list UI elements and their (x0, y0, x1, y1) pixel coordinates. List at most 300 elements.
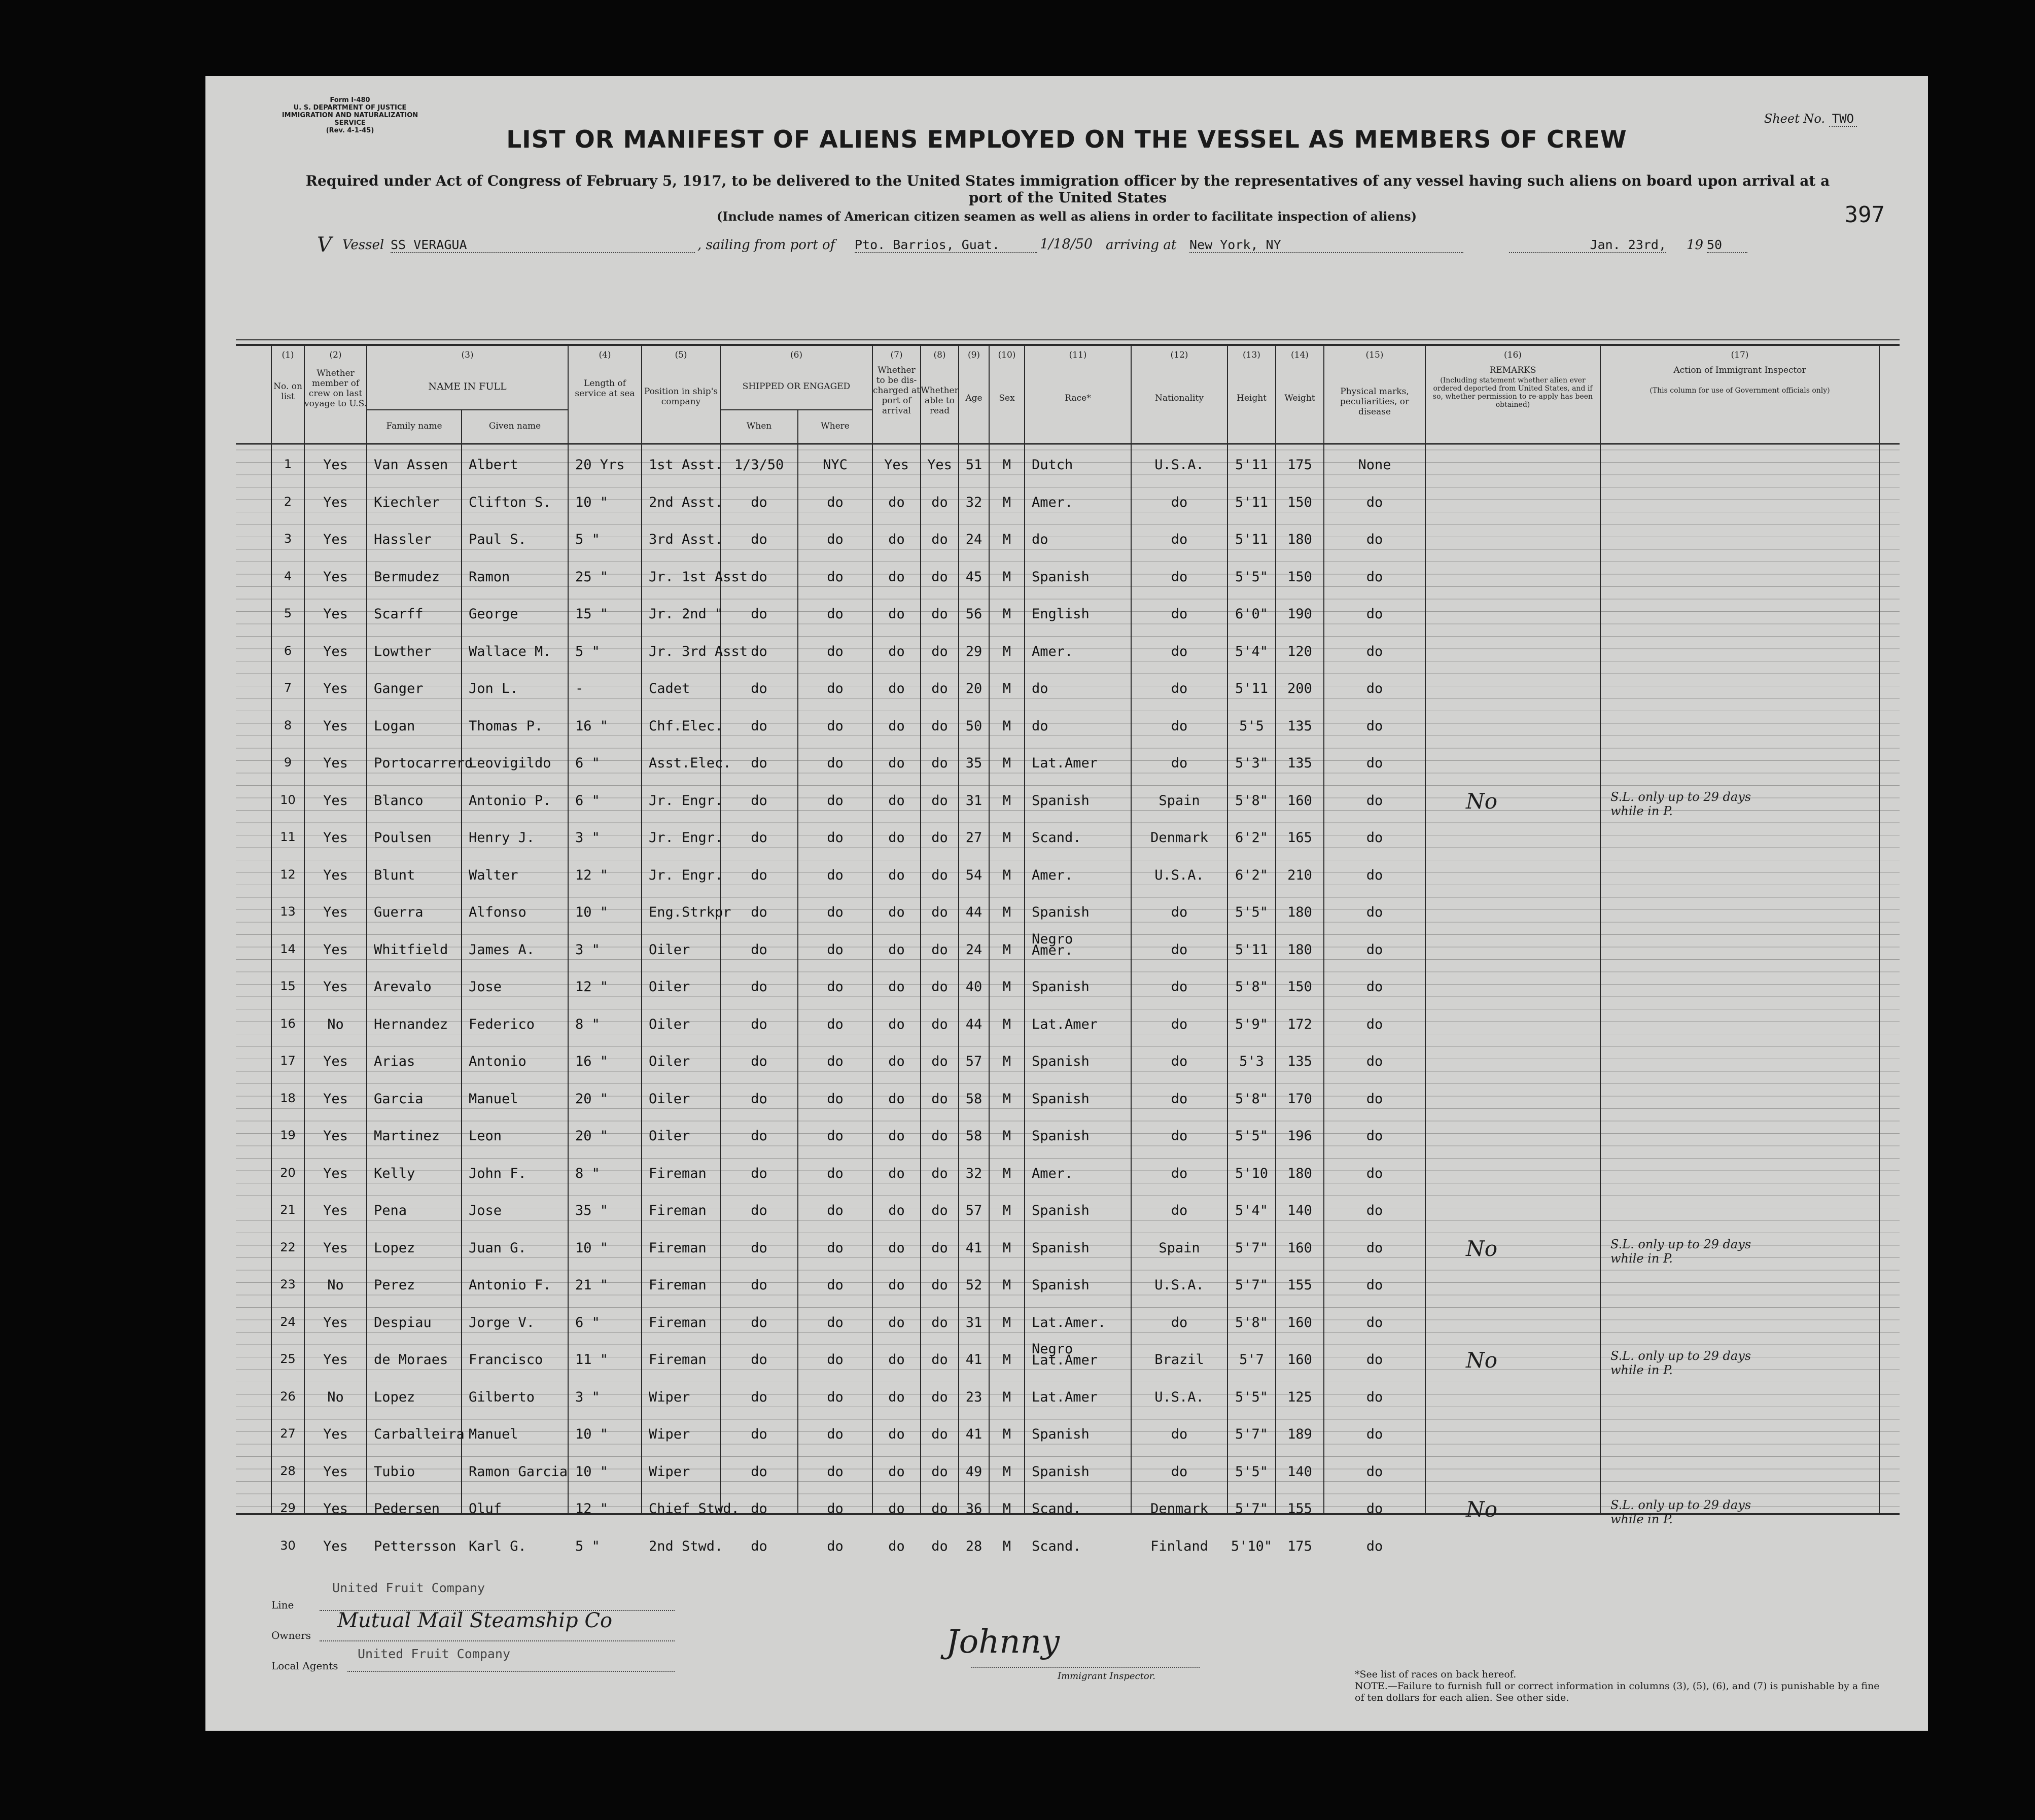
cell-read: do (931, 792, 948, 809)
include-note: (Include names of American citizen seamen as well as aliens in order to facilitate inspection of aliens) (716, 209, 1417, 224)
header-when: When (746, 421, 772, 431)
header-shipped-engaged: SHIPPED OR ENGAGED (742, 381, 851, 392)
cell-no: 6 (284, 643, 292, 658)
cell-position: Oiler (649, 1054, 690, 1069)
header-weight: Weight (1284, 393, 1315, 403)
cell-given: Ramon (469, 569, 510, 585)
cell-given: Antonio F. (469, 1277, 551, 1293)
cell-race: Lat.Amer. (1032, 1314, 1106, 1331)
cell-read: do (931, 941, 948, 958)
cell-age: 24 (965, 941, 983, 958)
inspector-signature: Johnny (946, 1623, 1060, 1661)
cell-read: do (931, 1501, 948, 1517)
cell-height: 5'8" (1235, 1091, 1269, 1107)
cell-discharged: do (888, 1128, 905, 1144)
cell-discharged: do (888, 1054, 905, 1069)
cell-race: Amer. (1032, 643, 1073, 659)
column-number: (5) (675, 350, 687, 360)
cell-physical: do (1366, 718, 1383, 734)
cell-given: Karl G. (469, 1538, 527, 1554)
cell-nationality: Spain (1159, 1240, 1200, 1256)
sheet-label: Sheet No. (1764, 112, 1825, 126)
header-age: Age (965, 393, 983, 403)
cell-where: do (827, 867, 844, 883)
cell-nationality: do (1171, 606, 1188, 622)
cell-sex: M (1002, 1501, 1011, 1517)
cell-height: 5'5" (1235, 1389, 1269, 1405)
header-position: Position in ship's company (644, 387, 718, 407)
penalty-note: NOTE.—Failure to furnish full or correct information in columns (3), (5), (6), and (7) is punishable by a fine of ten dollars for each alien. See other side. (1355, 1681, 1880, 1703)
footnotes (1355, 1669, 1887, 1704)
cell-given: Manuel (469, 1091, 518, 1107)
cell-discharged: do (888, 755, 905, 771)
cell-read: do (931, 1538, 948, 1554)
cell-weight: 180 (1287, 904, 1312, 920)
cell-position: Jr. Engr. (649, 792, 723, 809)
cell-read: do (931, 494, 948, 510)
cell-no: 26 (280, 1389, 296, 1404)
cell-given: Federico (469, 1016, 535, 1032)
cell-member: Yes (323, 1314, 348, 1331)
cell-age: 44 (965, 904, 983, 920)
cell-height: 5'7" (1235, 1240, 1269, 1256)
cell-no: 13 (280, 904, 296, 919)
cell-when: do (751, 1091, 767, 1107)
agents-rule (347, 1671, 675, 1672)
cell-weight: 210 (1287, 867, 1312, 883)
cell-service: 10 " (575, 1240, 609, 1256)
cell-family: Guerra (374, 904, 424, 920)
cell-where: do (827, 606, 844, 622)
cell-given: Gilberto (469, 1389, 535, 1405)
cell-physical: do (1366, 532, 1383, 547)
cell-physical: do (1366, 792, 1383, 809)
cell-height: 5'7" (1235, 1277, 1269, 1293)
cell-age: 31 (965, 1314, 983, 1331)
cell-height: 6'2" (1235, 867, 1269, 883)
cell-sex: M (1002, 1203, 1011, 1218)
arrival-date: Jan. 23rd, (1509, 237, 1666, 253)
cell-physical: None (1358, 457, 1391, 473)
sheet-value: TWO (1829, 112, 1857, 127)
cell-weight: 120 (1287, 643, 1312, 659)
cell-sex: M (1002, 1314, 1011, 1331)
header-sex: Sex (999, 393, 1015, 403)
stamp-number: 397 (1844, 202, 1885, 228)
cell-family: Logan (374, 718, 415, 734)
cell-race: Spanish (1032, 979, 1090, 995)
cell-physical: do (1366, 1016, 1383, 1032)
cell-member: Yes (323, 532, 348, 547)
header-physical: Physical marks, peculiarities, or disease (1340, 387, 1410, 417)
cell-action: S.L. only up to 29 days while in P. (1610, 1349, 1751, 1377)
cell-service: 11 " (575, 1352, 609, 1368)
cell-family: Scarff (374, 606, 424, 622)
cell-read: do (931, 979, 948, 995)
cell-age: 58 (965, 1128, 983, 1144)
cell-weight: 180 (1287, 1165, 1312, 1181)
cell-discharged: do (888, 1501, 905, 1517)
cell-nationality: do (1171, 1054, 1188, 1069)
cell-physical: do (1366, 941, 1383, 958)
cell-position: Jr. 3rd Asst (649, 643, 748, 659)
cell-read: do (931, 1240, 948, 1256)
sailing-label: , sailing from port of (697, 237, 835, 253)
cell-no: 9 (284, 755, 292, 769)
cell-member: No (327, 1389, 344, 1405)
cell-nationality: do (1171, 941, 1188, 958)
cell-service: 12 " (575, 867, 609, 883)
cell-physical: do (1366, 979, 1383, 995)
form-number: Form I-480 (330, 96, 370, 104)
cell-race: Scand. (1032, 830, 1081, 846)
cell-family: Garcia (374, 1091, 424, 1107)
cell-given: Thomas P. (469, 718, 543, 734)
cell-service: 5 " (575, 532, 600, 547)
cell-weight: 150 (1287, 569, 1312, 585)
cell-no: 17 (280, 1054, 296, 1068)
cell-position: Oiler (649, 941, 690, 958)
cell-read: do (931, 755, 948, 771)
cell-sex: M (1002, 1165, 1011, 1181)
cell-height: 6'2" (1235, 830, 1269, 846)
page-title: LIST OR MANIFEST OF ALIENS EMPLOYED ON THE VESSEL AS MEMBERS OF CREW (506, 126, 1627, 154)
cell-given: Oluf (469, 1501, 502, 1517)
cell-where: do (827, 1463, 844, 1480)
cell-member: Yes (323, 718, 348, 734)
cell-weight: 180 (1287, 532, 1312, 547)
line-value: United Fruit Company (332, 1581, 485, 1595)
cell-race: Scand. (1032, 1501, 1081, 1517)
cell-member: Yes (323, 1165, 348, 1181)
cell-age: 51 (965, 457, 983, 473)
cell-weight: 135 (1287, 1054, 1312, 1069)
cell-height: 5'11 (1235, 494, 1269, 510)
cell-no: 2 (284, 494, 292, 509)
cell-physical: do (1366, 494, 1383, 510)
cell-nationality: do (1171, 1314, 1188, 1331)
cell-where: do (827, 718, 844, 734)
cell-discharged: do (888, 830, 905, 846)
cell-sex: M (1002, 494, 1011, 510)
cell-race: Lat.Amer (1032, 1389, 1098, 1405)
cell-where: do (827, 643, 844, 659)
cell-where: do (827, 941, 844, 958)
cell-sex: M (1002, 606, 1011, 622)
cell-age: 20 (965, 681, 983, 696)
cell-age: 31 (965, 792, 983, 809)
cell-discharged: do (888, 979, 905, 995)
cell-given: John F. (469, 1165, 527, 1181)
cell-where: do (827, 1240, 844, 1256)
cell-when: do (751, 643, 767, 659)
cell-when: do (751, 1538, 767, 1554)
cell-service: 10 " (575, 1426, 609, 1442)
cell-service: 6 " (575, 755, 600, 771)
cell-physical: do (1366, 1463, 1383, 1480)
cell-height: 5'4" (1235, 643, 1269, 659)
cell-where: do (827, 1538, 844, 1554)
cell-race: Negro Lat.Amer (1032, 1341, 1098, 1368)
cell-read: do (931, 1016, 948, 1032)
cell-physical: do (1366, 1501, 1383, 1517)
cell-discharged: do (888, 1091, 905, 1107)
cell-weight: 135 (1287, 718, 1312, 734)
column-number: (16) (1504, 350, 1522, 360)
cell-when: do (751, 718, 767, 734)
cell-discharged: do (888, 1352, 905, 1368)
cell-no: 5 (284, 606, 292, 620)
header-no-on-list: No. on list (273, 381, 302, 402)
cell-service: 20 " (575, 1091, 609, 1107)
cell-where: do (827, 1352, 844, 1368)
cell-physical: do (1366, 1426, 1383, 1442)
cell-position: Jr. Engr. (649, 830, 723, 846)
cell-nationality: do (1171, 979, 1188, 995)
cell-race: Spanish (1032, 1054, 1090, 1069)
cell-sex: M (1002, 457, 1011, 473)
cell-weight: 160 (1287, 1240, 1312, 1256)
cell-family: Portocarrero (374, 755, 473, 771)
cell-member: Yes (323, 1426, 348, 1442)
cell-weight: 160 (1287, 1314, 1312, 1331)
cell-weight: 175 (1287, 1538, 1312, 1554)
cell-read: do (931, 1091, 948, 1107)
departure-date: 1/18/50 (1040, 236, 1093, 252)
cell-height: 5'10 (1235, 1165, 1269, 1181)
cell-read: do (931, 1314, 948, 1331)
cell-when: do (751, 1352, 767, 1368)
cell-position: 3rd Asst. (649, 532, 723, 547)
header-race: Race* (1065, 393, 1091, 403)
cell-sex: M (1002, 904, 1011, 920)
cell-member: Yes (323, 1128, 348, 1144)
cell-where: do (827, 1314, 844, 1331)
cell-race: Amer. (1032, 867, 1073, 883)
cell-where: do (827, 532, 844, 547)
cell-position: 2nd Asst. (649, 494, 723, 510)
cell-family: Arias (374, 1054, 415, 1069)
cell-nationality: do (1171, 904, 1188, 920)
year-value: 50 (1707, 237, 1747, 253)
column-number: (1) (282, 350, 294, 360)
cell-given: Leovigildo (469, 755, 551, 771)
cell-nationality: do (1171, 1128, 1188, 1144)
cell-discharged: do (888, 494, 905, 510)
cell-given: Leon (469, 1128, 502, 1144)
cell-discharged: do (888, 792, 905, 809)
cell-nationality: U.S.A. (1154, 1389, 1204, 1405)
cell-weight: 155 (1287, 1277, 1312, 1293)
cell-service: 8 " (575, 1016, 600, 1032)
cell-where: do (827, 979, 844, 995)
cell-read: do (931, 532, 948, 547)
cell-physical: do (1366, 1203, 1383, 1218)
cell-race: Amer. (1032, 494, 1073, 510)
cell-no: 3 (284, 532, 292, 546)
cell-given: Jose (469, 979, 502, 995)
cell-service: 16 " (575, 718, 609, 734)
cell-service: 3 " (575, 830, 600, 846)
cell-when: do (751, 1128, 767, 1144)
cell-member: Yes (323, 494, 348, 510)
cell-member: Yes (323, 606, 348, 622)
cell-physical: do (1366, 606, 1383, 622)
cell-age: 49 (965, 1463, 983, 1480)
cell-age: 29 (965, 643, 983, 659)
cell-discharged: do (888, 1389, 905, 1405)
cell-where: do (827, 904, 844, 920)
cell-given: Alfonso (469, 904, 527, 920)
departure-port: Pto. Barrios, Guat. (855, 237, 1037, 253)
cell-family: Blunt (374, 867, 415, 883)
cell-age: 41 (965, 1426, 983, 1442)
cell-position: Jr. 2nd " (649, 606, 723, 622)
cell-nationality: do (1171, 1016, 1188, 1032)
cell-age: 58 (965, 1091, 983, 1107)
cell-when: do (751, 681, 767, 696)
cell-age: 28 (965, 1538, 983, 1554)
cell-member: Yes (323, 1203, 348, 1218)
arrival-port: New York, NY (1189, 237, 1463, 253)
cell-no: 12 (280, 867, 296, 882)
cell-read: do (931, 1277, 948, 1293)
cell-member: Yes (323, 1091, 348, 1107)
cell-service: - (575, 681, 584, 696)
cell-service: 6 " (575, 792, 600, 809)
cell-position: Oiler (649, 1016, 690, 1032)
cell-discharged: do (888, 1314, 905, 1331)
cell-when: do (751, 904, 767, 920)
cell-given: Jon L. (469, 681, 518, 696)
cell-physical: do (1366, 569, 1383, 585)
cell-member: Yes (323, 1501, 348, 1517)
cell-no: 29 (280, 1501, 296, 1515)
cell-given: George (469, 606, 518, 622)
cell-sex: M (1002, 941, 1011, 958)
cell-weight: 196 (1287, 1128, 1312, 1144)
cell-read: do (931, 1203, 948, 1218)
cell-when: do (751, 755, 767, 771)
cell-discharged: do (888, 569, 905, 585)
cell-sex: M (1002, 1016, 1011, 1032)
cell-family: Carballeira (374, 1426, 465, 1442)
cell-when: do (751, 1165, 767, 1181)
cell-nationality: do (1171, 718, 1188, 734)
cell-when: do (751, 1016, 767, 1032)
cell-family: Ganger (374, 681, 424, 696)
cell-nationality: do (1171, 643, 1188, 659)
cell-weight: 140 (1287, 1203, 1312, 1218)
cell-weight: 150 (1287, 979, 1312, 995)
cell-discharged: do (888, 1016, 905, 1032)
cell-sex: M (1002, 755, 1011, 771)
cell-no: 20 (280, 1165, 296, 1180)
cell-no: 10 (280, 792, 296, 807)
cell-age: 57 (965, 1203, 983, 1218)
cell-sex: M (1002, 1128, 1011, 1144)
cell-position: 1st Asst. (649, 457, 723, 473)
line-label: Line (271, 1599, 294, 1611)
cell-position: Chf.Elec. (649, 718, 723, 734)
cell-no: 24 (280, 1314, 296, 1329)
cell-when: do (751, 830, 767, 846)
cell-sex: M (1002, 867, 1011, 883)
cell-nationality: do (1171, 1165, 1188, 1181)
cell-given: Albert (469, 457, 518, 473)
cell-physical: do (1366, 830, 1383, 846)
cell-read: do (931, 1352, 948, 1368)
cell-nationality: Brazil (1154, 1352, 1204, 1368)
cell-nationality: do (1171, 569, 1188, 585)
cell-physical: do (1366, 1314, 1383, 1331)
cell-where: do (827, 1091, 844, 1107)
cell-age: 44 (965, 1016, 983, 1032)
cell-sex: M (1002, 1240, 1011, 1256)
cell-when: do (751, 1240, 767, 1256)
cell-where: do (827, 569, 844, 585)
cell-nationality: U.S.A. (1154, 457, 1204, 473)
cell-physical: do (1366, 681, 1383, 696)
cell-service: 25 " (575, 569, 609, 585)
cell-family: Hernandez (374, 1016, 448, 1032)
cell-age: 32 (965, 1165, 983, 1181)
cell-no: 16 (280, 1016, 296, 1031)
cell-when: do (751, 1203, 767, 1218)
cell-member: No (327, 1277, 344, 1293)
crew-table (236, 269, 1900, 1554)
cell-race: Spanish (1032, 904, 1090, 920)
cell-position: Wiper (649, 1389, 690, 1405)
column-number: (13) (1243, 350, 1260, 360)
cell-where: do (827, 1016, 844, 1032)
cell-nationality: do (1171, 1426, 1188, 1442)
cell-nationality: U.S.A. (1154, 867, 1204, 883)
cell-position: Oiler (649, 1128, 690, 1144)
cell-weight: 200 (1287, 681, 1312, 696)
cell-member: Yes (323, 1538, 348, 1554)
cell-discharged: do (888, 867, 905, 883)
cell-position: Fireman (649, 1352, 707, 1368)
cell-weight: 140 (1287, 1463, 1312, 1480)
cell-age: 45 (965, 569, 983, 585)
cell-weight: 150 (1287, 494, 1312, 510)
cell-member: Yes (323, 792, 348, 809)
cell-discharged: Yes (884, 457, 909, 473)
cell-where: do (827, 1277, 844, 1293)
cell-physical: do (1366, 1538, 1383, 1554)
cell-weight: 135 (1287, 755, 1312, 771)
header-name-in-full: NAME IN FULL (428, 381, 507, 392)
cell-age: 36 (965, 1501, 983, 1517)
column-number: (4) (599, 350, 611, 360)
header-action: Action of Immigrant Inspector (1673, 365, 1806, 375)
cell-family: Lopez (374, 1240, 415, 1256)
cell-physical: do (1366, 867, 1383, 883)
cell-physical: do (1366, 1054, 1383, 1069)
cell-weight: 189 (1287, 1426, 1312, 1442)
cell-service: 10 " (575, 904, 609, 920)
cell-given: Antonio (469, 1054, 527, 1069)
cell-sex: M (1002, 830, 1011, 846)
cell-nationality: do (1171, 1203, 1188, 1218)
cell-action: S.L. only up to 29 days while in P. (1610, 1498, 1751, 1526)
cell-race: Dutch (1032, 457, 1073, 473)
vessel-label: Vessel (342, 237, 384, 253)
cell-read: do (931, 1389, 948, 1405)
cell-age: 54 (965, 867, 983, 883)
cell-family: Blanco (374, 792, 424, 809)
